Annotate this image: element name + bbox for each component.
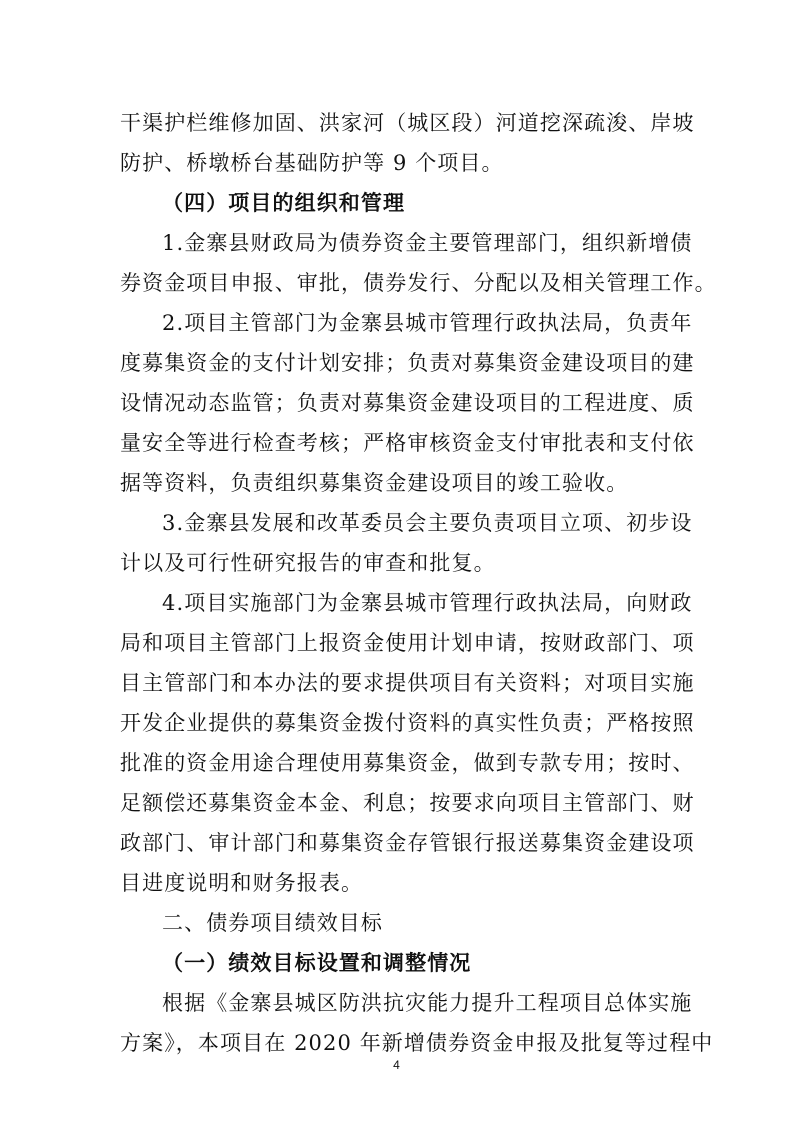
body-text-line: 防护、桥墩桥台基础防护等 9 个项目。 xyxy=(120,151,504,175)
page-number: 4 xyxy=(393,1058,400,1072)
body-text-line: 局和项目主管部门上报资金使用计划申请，按财政部门、项 xyxy=(120,631,695,655)
body-text-line: 设情况动态监管；负责对募集资金建设项目的工程进度、质 xyxy=(120,391,695,415)
body-text-line: 度募集资金的支付计划安排；负责对募集资金建设项目的建 xyxy=(120,351,695,375)
body-text-line: 方案》，本项目在 2020 年新增债券资金申报及批复等过程中 xyxy=(120,1031,714,1055)
body-text-line: 目主管部门和本办法的要求提供项目有关资料；对项目实施 xyxy=(120,671,695,695)
body-text-line: 开发企业提供的募集资金拨付资料的真实性负责；严格按照 xyxy=(120,711,695,735)
subsection-heading: （一）绩效目标设置和调整情况 xyxy=(162,951,472,975)
paragraph-first-line: 4.项目实施部门为金寨县城市管理行政执法局，向财政 xyxy=(162,591,693,615)
body-text-line: 据等资料，负责组织募集资金建设项目的竣工验收。 xyxy=(120,471,629,495)
section-heading: 二、债券项目绩效目标 xyxy=(162,911,383,935)
paragraph-first-line: 1.金寨县财政局为债券资金主要管理部门，组织新增债 xyxy=(162,231,693,255)
body-text-line: 足额偿还募集资金本金、利息；按要求向项目主管部门、财 xyxy=(120,791,695,815)
body-text-line: 券资金项目申报、审批，债券发行、分配以及相关管理工作。 xyxy=(120,271,717,295)
paragraph-first-line: 3.金寨县发展和改革委员会主要负责项目立项、初步设 xyxy=(162,511,693,535)
body-text-line: 计以及可行性研究报告的审查和批复。 xyxy=(120,551,496,575)
body-text-line: 目进度说明和财务报表。 xyxy=(120,871,364,895)
body-text-line: 批准的资金用途合理使用募集资金，做到专款专用；按时、 xyxy=(120,751,695,775)
paragraph-first-line: 根据《金寨县城区防洪抗灾能力提升工程项目总体实施 xyxy=(162,991,693,1015)
subsection-heading: （四）项目的组织和管理 xyxy=(162,191,406,215)
paragraph-first-line: 2.项目主管部门为金寨县城市管理行政执法局，负责年 xyxy=(162,311,693,335)
body-text-line: 政部门、审计部门和募集资金存管银行报送募集资金建设项 xyxy=(120,831,695,855)
body-text-line: 干渠护栏维修加固、洪家河（城区段）河道挖深疏浚、岸坡 xyxy=(120,111,695,135)
body-text-line: 量安全等进行检查考核；严格审核资金支付审批表和支付依 xyxy=(120,431,695,455)
